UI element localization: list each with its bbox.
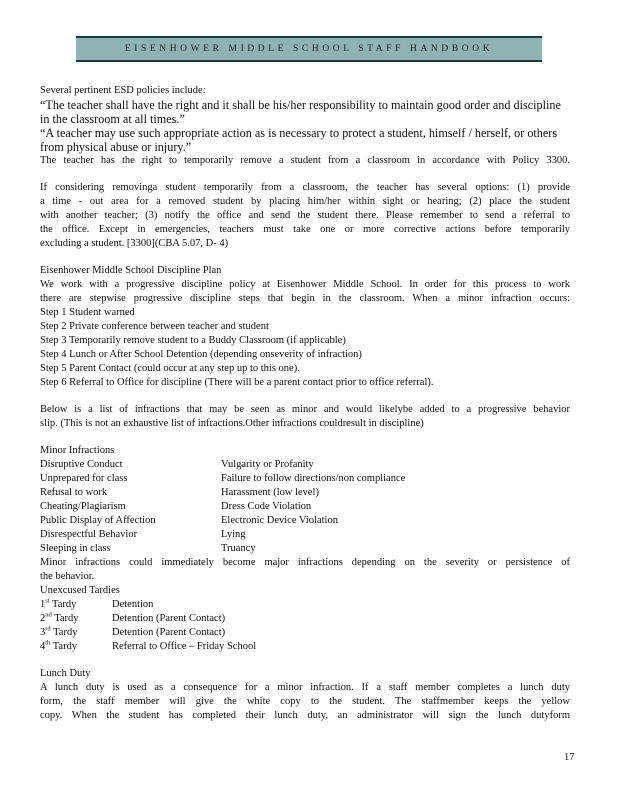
infraction-row <box>40 472 570 486</box>
removal-policy: The teacher has the right to temporarily remove a student from a classroom in accordance with Policy 3300. <box>40 155 570 166</box>
tardies-title: Unexcused Tardies <box>40 585 120 596</box>
options-line-3: with another teacher; (3) notify the office and send the student there. Please remember to send a referral to <box>40 210 570 221</box>
quote-1-line-2: in the classroom at all times.” <box>40 112 185 126</box>
quote-2-line-2: from physical abuse or injury.” <box>40 140 192 154</box>
lunch-duty-line-1: A lunch duty is used as a consequence for a minor infraction. If a staff member completes a lunch duty <box>40 682 570 693</box>
discipline-step: Step 6 Referral to Office for discipline (There will be a parent contact prior to office referral). <box>40 377 434 388</box>
tardy-action: Detention <box>112 599 154 610</box>
infraction-row <box>40 486 570 500</box>
quote-2-line-1: “A teacher may use such appropriate action as is necessary to protect a student, himself / herself, or others <box>40 126 558 140</box>
discipline-plan-line-1: We work with a progressive discipline policy at Eisenhower Middle School. In order for this process to work <box>40 279 570 290</box>
tardy-action: Detention (Parent Contact) <box>112 627 226 638</box>
tardy-row <box>40 598 570 612</box>
infraction-right: Electronic Device Violation <box>221 515 338 526</box>
discipline-step: Step 1 Student warned <box>40 307 135 318</box>
tardy-row <box>40 640 570 654</box>
page-body <box>40 84 570 723</box>
discipline-step: Step 3 Temporarily remove student to a Buddy Classroom (if applicable) <box>40 335 346 346</box>
infraction-intro-line-2: slip. (This is not an exhaustive list of infractions.Other infractions couldresult in discipline) <box>40 418 424 429</box>
options-line-2: a time - out area for a removed student by placing him/her within sight or hearing; (2) place the student <box>40 196 570 207</box>
tardy-action: Detention (Parent Contact) <box>112 613 226 624</box>
infraction-left: Public Display of Affection <box>40 515 156 526</box>
tardy-label: 3rd Tardy <box>40 625 78 638</box>
infraction-row <box>40 514 570 528</box>
discipline-step: Step 4 Lunch or After School Detention (depending onseverity of infraction) <box>40 349 362 360</box>
tardy-row <box>40 612 570 626</box>
infraction-right: Dress Code Violation <box>221 501 312 512</box>
options-line-1: If considering removinga student temporarily from a classroom, the teacher has several options: (1) provide <box>40 182 570 193</box>
options-line-5: excluding a student. [3300](CBA 5.07, D- 4) <box>40 238 229 249</box>
infraction-left: Unprepared for class <box>40 473 128 484</box>
infraction-row <box>40 542 570 556</box>
infraction-note-line-2: the behavior. <box>40 571 95 582</box>
infraction-left: Disruptive Conduct <box>40 459 123 470</box>
infraction-row <box>40 528 570 542</box>
lunch-duty-line-3: copy. When the student has completed their lunch duty, an administrator will sign the lunch dutyform <box>40 710 570 721</box>
minor-infractions-title: Minor Infractions <box>40 445 115 456</box>
discipline-plan-title: Eisenhower Middle School Discipline Plan <box>40 265 222 276</box>
tardy-label: 2nd Tardy <box>40 611 79 624</box>
tardy-label: 4th Tardy <box>40 639 78 652</box>
infraction-right: Harassment (low level) <box>221 487 319 498</box>
discipline-plan-line-2: there are stepwise progressive discipline steps that begin in the classroom. When a minor infraction occurs: <box>40 293 570 304</box>
infraction-right: Lying <box>221 529 246 540</box>
tardy-label: 1st Tardy <box>40 597 77 610</box>
policy-intro: Several pertinent ESD policies include: <box>40 85 206 96</box>
infraction-left: Refusal to work <box>40 487 108 498</box>
options-line-4: the office. Except in emergencies, teachers must take one or more corrective actions before temporarily <box>40 224 570 235</box>
infraction-row <box>40 458 570 472</box>
infraction-note-line-1: Minor infractions could immediately become major infractions depending on the severity or persistence of <box>40 557 570 568</box>
lunch-duty-title: Lunch Duty <box>40 668 91 679</box>
lunch-duty-line-2: form, the staff member will give the white copy to the student. The staffmember keeps the yellow <box>40 696 570 707</box>
infraction-left: Disrespectful Behavior <box>40 529 138 540</box>
infraction-right: Vulgarity or Profanity <box>221 459 314 470</box>
infraction-left: Cheating/Plagiarism <box>40 501 126 512</box>
discipline-step: Step 5 Parent Contact (could occur at any step up to this one). <box>40 363 300 374</box>
infraction-right: Failure to follow directions/non compliance <box>221 473 406 484</box>
quote-1-line-1: “The teacher shall have the right and it shall be his/her responsibility to maintain good order and discipline <box>40 98 561 112</box>
infraction-intro-line-1: Below is a list of infractions that may be seen as minor and would likelybe added to a progressive behavior <box>40 404 570 415</box>
tardy-action: Referral to Office – Friday School <box>112 641 257 652</box>
infraction-row <box>40 500 570 514</box>
tardy-row <box>40 626 570 640</box>
discipline-step: Step 2 Private conference between teacher and student <box>40 321 269 332</box>
handbook-title: EISENHOWER MIDDLE SCHOOL STAFF HANDBOOK <box>124 44 494 54</box>
infraction-right: Truancy <box>221 543 256 554</box>
page-number: 17 <box>564 752 575 763</box>
infraction-left: Sleeping in class <box>40 543 111 554</box>
handbook-header-band <box>76 36 542 62</box>
